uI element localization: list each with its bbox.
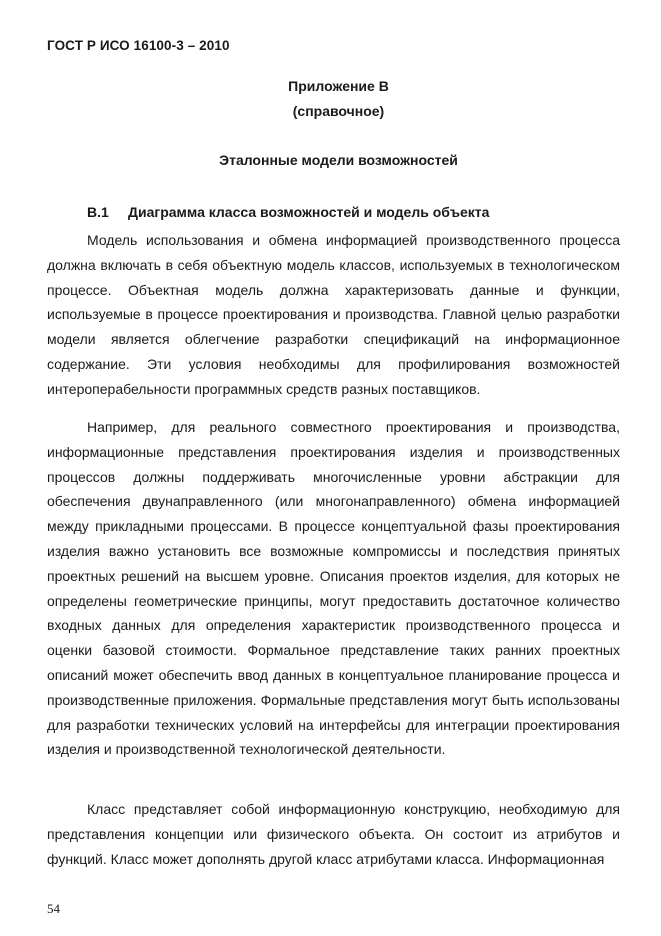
- paragraph-block-3: [47, 797, 620, 871]
- body-paragraph: Модель использования и обмена информацией производственного процесса должна включать в себя объектную модель классов, используемых в технологическом процессе. Объектная модель должна характеризовать данные и функции, используемые в процессе проектирования и производства. Главной целью разработки модели является облегчение разработки спецификаций на информационное содержание. Эти условия необходимы для профилирования возможностей интероперабельности программных средств разных поставщиков.: [47, 232, 620, 397]
- standard-header: ГОСТ Р ИСО 16100-3 – 2010: [47, 38, 230, 53]
- body-paragraph: Класс представляет собой информационную конструкцию, необходимую для представления концепции или физического объекта. Он состоит из атрибутов и функций. Класс может дополнять другой класс атрибутами класса. Информационная: [47, 801, 620, 867]
- paragraph-block-1: [47, 228, 620, 402]
- section-number: В.1: [87, 204, 109, 220]
- body-paragraph: Например, для реального совместного проектирования и производства, информационные представления проектирования изделия и производственных процессов должны поддерживать многочисленные уровни абстракции для обеспечения двунаправленного (или многонаправленного) обмена информацией между прикладными процессами. В процессе концептуальной фазы проектирования изделия важно установить все возможные компромиссы и последствия принятых проектных решений на высшем уровне. Описания проектов изделия, для которых не определены геометрические принципы, могут предоставить достаточное количество входных данных для определения характеристик производственного процесса и оценки базовой стоимости. Формальное представление таких ранних проектных описаний может обеспечить ввод данных в концептуальное планирование процесса и производственные приложения. Формальные представления могут быть использованы для разработки технических условий на интерфейсы для интеграции проектирования изделия и производственной технологической деятельности.: [47, 419, 620, 758]
- annex-status: (справочное): [292, 103, 385, 119]
- section-heading: [87, 204, 489, 220]
- section-title: Диаграмма класса возможностей и модель объекта: [128, 204, 490, 220]
- page-number: 54: [47, 901, 60, 916]
- annex-title: Приложение В: [288, 78, 389, 94]
- annex-heading: Эталонные модели возможностей: [219, 152, 458, 168]
- paragraph-block-2: [47, 415, 620, 762]
